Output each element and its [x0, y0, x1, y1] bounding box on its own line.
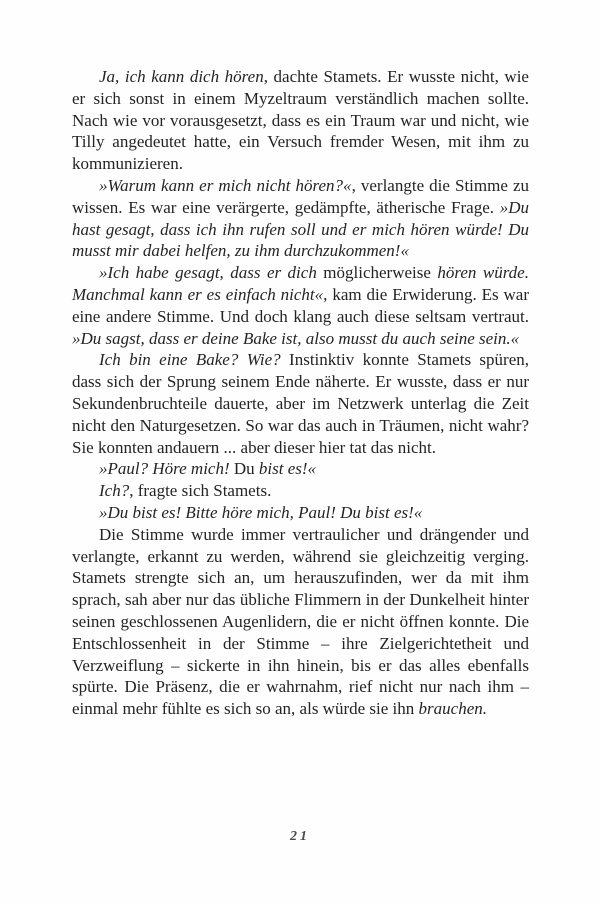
emphasis-text: »Warum kann er mich nicht hören?« — [99, 175, 352, 195]
page-number: 21 — [290, 829, 310, 844]
paragraph — [72, 502, 529, 524]
emphasis-text: »Du hast gesagt, dass ich ihn rufen soll und er mich hören würde! Du musst mir dabei helfen, zu ihm durchzukommen!« — [72, 197, 529, 261]
emphasis-text: Ja, ich kann dich hören — [99, 67, 264, 86]
emphasis-text: brauchen. — [418, 699, 487, 719]
emphasis-text: »Du bist es! Bitte höre mich, Paul! Du bist es!« — [99, 502, 423, 522]
paragraph — [72, 175, 529, 262]
emphasis-text: hören würde. Manchmal kann er es einfach nicht« — [72, 263, 529, 304]
body-text: Instinktiv konnte Stamets spüren, dass sich der Sprung seinem Ende näherte. Er wusste, dass er nur Sekundenbruchteile dauerte, aber im Netzwerk unterlag die Zeit nicht den Naturgesetzen. So war das auch in Träumen, nicht wahr? Sie konnten andauern ... aber dieser hier tat das nicht. — [72, 350, 529, 457]
body-text: möglicherweise — [323, 263, 431, 283]
text-block — [72, 66, 529, 720]
paragraph — [72, 349, 529, 458]
emphasis-text: Ich bin eine Bake? Wie? — [99, 350, 281, 370]
body-text: , verlangte die Stimme zu wissen. Es war eine verärgerte, gedämpfte, ätherische Frage. — [72, 175, 529, 217]
body-text: , fragte sich Stamets. — [129, 481, 272, 501]
emphasis-text: bist es!« — [258, 459, 317, 479]
body-text: , kam die Erwiderung. Es war eine andere Stimme. Und doch klang auch diese seltsam vertraut. — [72, 284, 529, 326]
emphasis-text: »Du sagst, dass er deine Bake ist, also musst du auch seine sein.« — [72, 328, 520, 348]
body-text: , dachte Stamets. Er wusste nicht, wie er sich sonst in einem Myzeltraum verständlich machen sollte. Nach wie vor vorausgesetzt, dass es ein Traum war und nicht, wie Tilly angedeutet hatte, ein Versuch fremder Wesen, mit ihm zu kommunizieren. — [72, 67, 529, 174]
paragraph — [72, 458, 529, 480]
emphasis-text: Ich? — [99, 481, 130, 501]
emphasis-text: »Ich habe gesagt, dass er dich — [99, 263, 324, 283]
emphasis-text: »Paul? Höre mich! — [99, 459, 234, 479]
paragraph — [72, 66, 529, 175]
body-text: Du — [233, 459, 259, 479]
paragraph — [72, 480, 529, 502]
paragraph — [72, 524, 529, 720]
paragraph — [72, 262, 529, 349]
body-text: Die Stimme wurde immer vertraulicher und drängender und verlangte, erkannt zu werden, während sie gleichzeitig verging. Stamets strengte sich an, um herauszufinden, wer da mit ihm sprach, sah aber nur das übliche Flimmern in der Dunkelheit hinter seinen geschlossenen Augenlidern, die er nicht öffnen konnte. Die Entschlossenheit in der Stimme – ihre Zielgerichtetheit und Verzweiflung – sickerte in ihn hinein, bis er das alles ebenfalls spürte. Die Präsenz, die er wahrnahm, rief nicht nur nach ihm – einmal mehr fühlte es sich so an, als würde sie ihn — [72, 524, 529, 719]
